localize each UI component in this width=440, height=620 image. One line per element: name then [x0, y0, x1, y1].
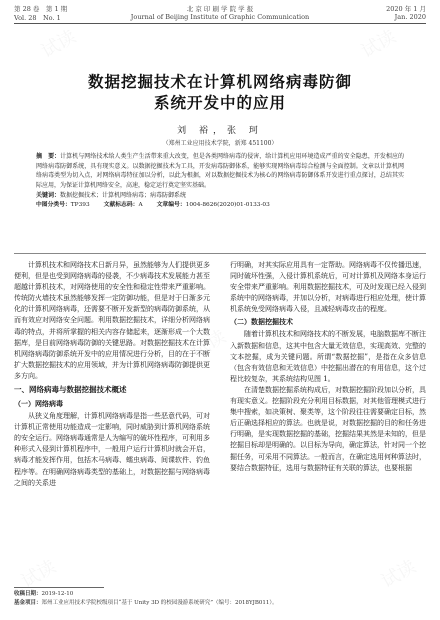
abstract-block	[36, 152, 404, 210]
right-column	[230, 260, 426, 474]
abstract	[36, 152, 404, 191]
abstract-rule	[14, 253, 426, 254]
authors: 刘 裕，张 珂	[177, 126, 263, 136]
intro-paragraph: 计算机技术和网络技术日新月异，虽然能够为人们提供更多便利，但是也受到网络病毒的侵袭，不少病毒技术发展能力甚至超越计算机技术，对网络使用的安全性和稳定性带来严重影响。传统防火墙技术虽然能够发挥一定防御功能，但是对于日渐多元化的计算机网络病毒，还需要不断开发新型的病毒防御系统，从而有效应对网络安全问题。利用数据挖掘技术，详细分析网络病毒的特点，并将所掌握的相关内容存储起来，逐渐形成一个大数据库，是目前网络病毒防御的关键思路。对数据挖掘技术在计算机网络病毒防御系统开发中的应用情况进行分析，目的在于不断扩大数据挖掘技术的应用领域，并为计算机网络病毒防御提供更多方向。	[14, 261, 210, 380]
date-cn: 2020 年 1 月	[386, 5, 426, 13]
subsection-heading-1: （一）网络病毒	[14, 400, 63, 409]
article-id: 1004-8626(2020)01-0133-03	[185, 201, 270, 208]
keywords-text: 数据挖掘技术；计算机网络病毒；病毒防御系统	[60, 191, 187, 199]
mining-stage-paragraph: 在清楚数据挖掘系统构成后，对数据挖掘阶段加以分析，具有现实意义。挖掘阶段充分利用目标数据，对其他管理模式进行集中搜索，如决策树、聚类等，这个阶段往往需要确定目标，然后正确选择相应的算法。也就是说，对数据挖掘的目的和任务进行明确，是实现数据挖掘的基础，挖掘结果其然是未知的，但是挖掘目标却是明确的。以目标为导向，确定算法，针对同一个挖掘任务，可采用不同算法。一般而言，在确定选用何种算法时，要结合数据特征，选用与数据特征有关联的算法，也要根据	[230, 385, 426, 472]
issue-en: Vol. 28 No. 1	[14, 14, 61, 22]
received-label: 收稿日期：	[14, 591, 42, 597]
watermark-text	[356, 23, 400, 64]
title-line-2: 系统开发中的应用	[153, 94, 286, 112]
classification-line	[36, 201, 404, 210]
paper-title	[20, 72, 420, 114]
subsection-heading-2: （二）数据挖掘技术	[230, 318, 293, 327]
journal-name-cn: 北 京 印 刷 学 院 学 报	[186, 5, 254, 13]
footnote-rule	[14, 587, 104, 588]
fund-text: 郑州工业应用技术学院校级项目“基于 Unity 3D 的校园漫游系统研究”（编号：2018YJB011）。	[41, 599, 278, 606]
virus-paragraph-cont: 行明确，对其实际应用具有一定帮助。网络病毒不仅传播迅速，同时破坏性强，入侵计算机系统后，可对计算机及网络本身运行安全带来严重影响。利用数据挖掘技术，可及时发现已经入侵到系统中的网络病毒，并加以分析，对病毒进行相应处理，使计算机系统免受网络病毒入侵，且减轻病毒攻击的程度。	[230, 261, 426, 314]
left-column	[14, 260, 210, 489]
abstract-text: 计算机与网络技术给人类生产生活带来重大改变，但是各类网络病毒的侵害，给计算机应用环境造成严重的安全隐患，开发相应的网络病毒防御系统，具有现实意义。以数据挖掘技术为工具，开发病毒防御体系，能够实现网络病毒综合检测与全面控制。文章以计算机网络病毒类型为切入点，对网络病毒特征加以分析，以此为根据，对以数据挖掘技术为核心的网络病毒防御体系开发进行重点探讨，总结其实际应用，为保证计算机网络安全，高速，稳定运行奠定坚实基础。	[36, 153, 404, 190]
section-heading-1: 一、网络病毒与数据挖掘技术概述	[14, 385, 127, 395]
clc-label: 中图分类号：	[36, 201, 71, 208]
keywords-label: 关键词：	[36, 191, 61, 199]
received-date: 2019-12-10	[41, 591, 74, 597]
issue-cn: 第 28 卷 第 1 期	[14, 5, 68, 13]
watermark-text	[376, 553, 420, 594]
article-id-label: 文章编号：	[156, 201, 186, 208]
header-rule	[14, 23, 426, 24]
date-en: Jan. 2020	[394, 13, 426, 21]
doc-code-label: 文献标志码：	[103, 201, 139, 208]
virus-paragraph: 从狭义角度理解，计算机网络病毒是指一些恶意代码，可对计算机正常使用功能造成一定影响，同时威胁到计算机网络系统的安全运行。网络病毒通常是人为编写的破坏性程序，可利用多种形式入侵到计算机程序中，一般用户运行计算机时就会开启，病毒才能发挥作用，包括木马病毒、蠕虫病毒、间谍软件、钓鱼程序等。在明确网络病毒类型的基础上，对数据挖掘与网络病毒之间的关系进	[14, 412, 210, 487]
doc-code: A	[138, 201, 143, 208]
fund-label: 基金项目：	[14, 599, 42, 606]
watermark-text	[36, 23, 80, 64]
title-line-1: 数据挖掘技术在计算机网络病毒防御	[87, 73, 352, 91]
data-mining-paragraph: 随着计算机技术和网络技术的不断发展，电脑数据库不断注入新数据和信息，这其中包含大量无效信息，实现高效、完整的文本挖掘，成为关键问题。所谓“数据挖掘”，是指在众多信息（包含有效信息和无效信息）中挖掘出潜在的有用信息，这个过程比较复杂，其系统结构见图 1。	[230, 330, 426, 383]
abstract-label: 摘 要：	[36, 153, 61, 160]
affiliation: （郑州工业应用技术学院，新郑 451100）	[162, 140, 278, 147]
footnote	[14, 590, 314, 607]
journal-name-en: Journal of Beijing Institute of Graphic Communication	[130, 13, 310, 21]
clc-code: TP393	[70, 201, 90, 208]
keywords	[36, 191, 404, 201]
